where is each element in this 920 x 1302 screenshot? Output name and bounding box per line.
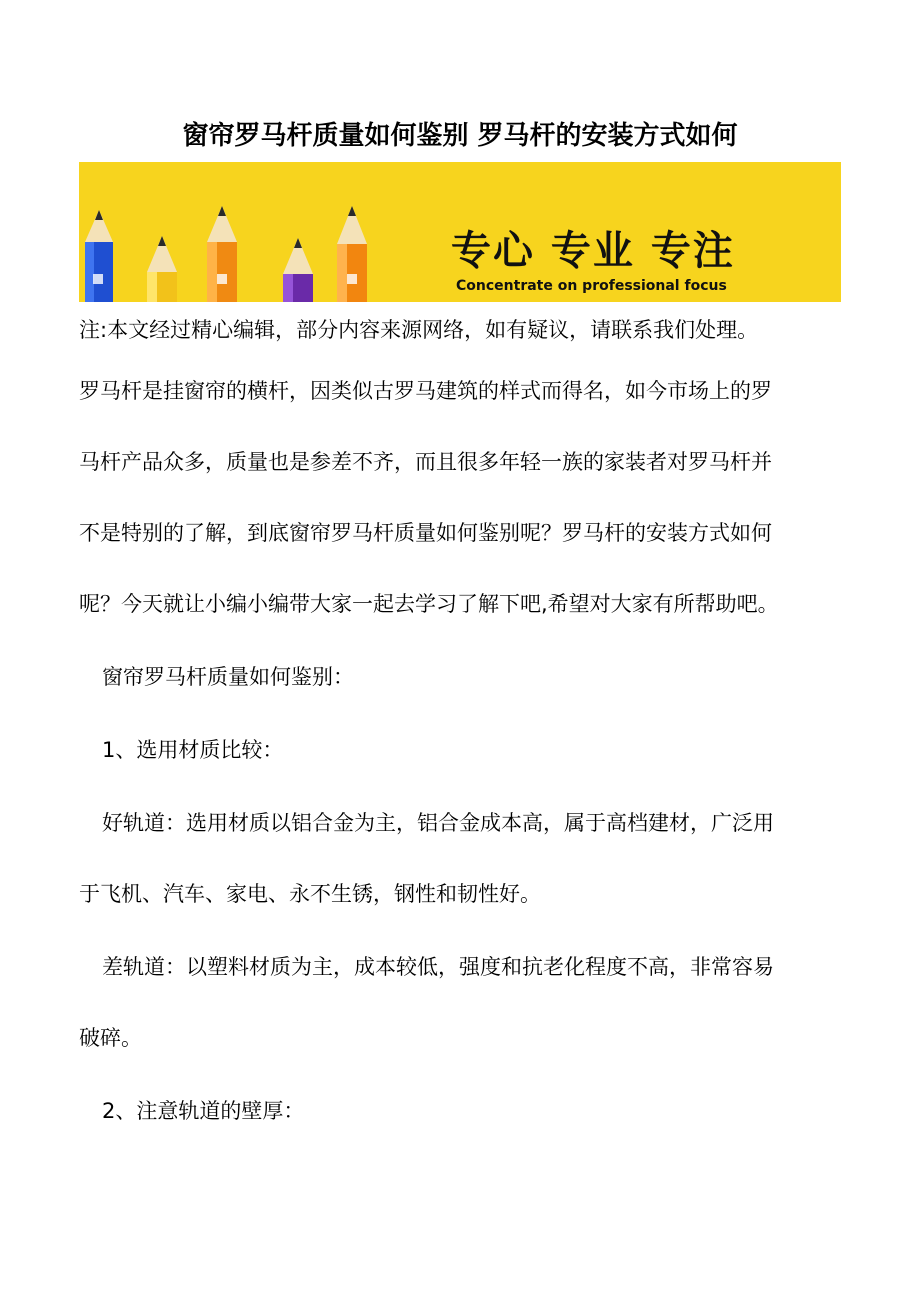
notice-text: 注:本文经过精心编辑，部分内容来源网络，如有疑议，请联系我们处理。 — [79, 318, 759, 342]
point1-bad-line-2: 破碎。 — [79, 1026, 142, 1050]
banner-tagline: Concentrate on professional focus — [456, 278, 727, 294]
point1-good-line-1: 好轨道：选用材质以铝合金为主，铝合金成本高，属于高档建材，广泛用 — [102, 811, 774, 835]
intro-line-1: 罗马杆是挂窗帘的横杆，因类似古罗马建筑的样式而得名，如今市场上的罗 — [79, 379, 772, 403]
point1-good-line-2: 于飞机、汽车、家电、永不生锈，钢性和韧性好。 — [79, 882, 541, 906]
intro-line-2: 马杆产品众多，质量也是参差不齐，而且很多年轻一族的家装者对罗马杆并 — [79, 450, 772, 474]
yellow-pencil-icon — [147, 236, 177, 302]
purple-pencil-icon — [283, 238, 313, 302]
orange-pencil-icon-2 — [337, 206, 367, 302]
blue-pencil-icon — [85, 210, 113, 302]
orange-pencil-icon — [207, 206, 237, 302]
section-heading: 窗帘罗马杆质量如何鉴别： — [102, 665, 354, 689]
point1-bad-line-1: 差轨道：以塑料材质为主，成本较低，强度和抗老化程度不高，非常容易 — [102, 955, 774, 979]
banner-slogan: 专心 专业 专注 — [451, 228, 735, 274]
page-title: 窗帘罗马杆质量如何鉴别 罗马杆的安装方式如何 — [182, 121, 738, 151]
banner-image — [79, 162, 841, 302]
point2-heading: 2、注意轨道的壁厚： — [102, 1099, 305, 1123]
intro-line-3: 不是特别的了解，到底窗帘罗马杆质量如何鉴别呢？罗马杆的安装方式如何 — [79, 521, 772, 545]
intro-line-4: 呢？今天就让小编小编带大家一起去学习了解下吧,希望对大家有所帮助吧。 — [79, 592, 779, 616]
point1-heading: 1、选用材质比较： — [102, 738, 284, 762]
